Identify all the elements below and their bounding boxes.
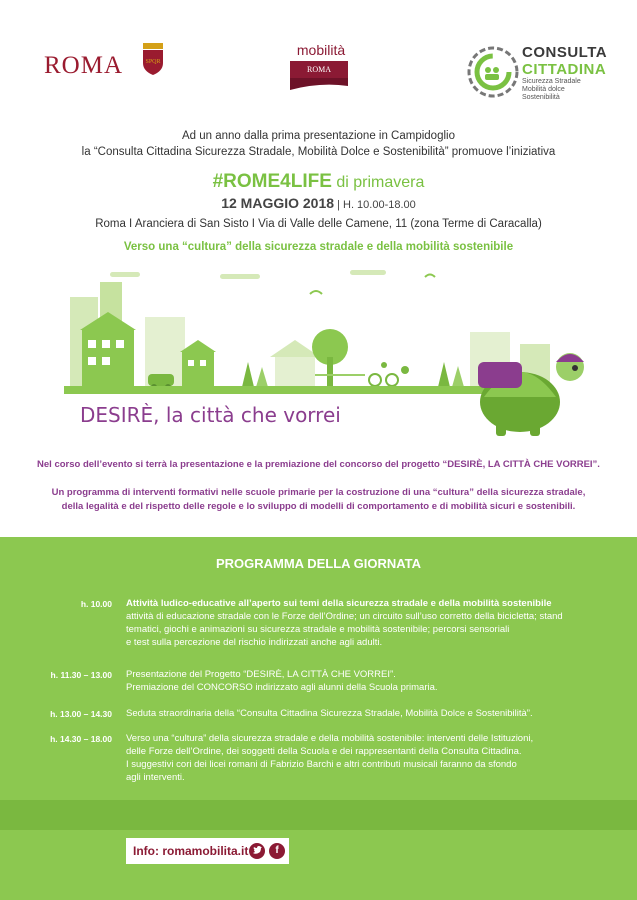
consulta-logo-text <box>522 44 607 102</box>
program-line: Verso una “cultura” della sicurezza stradale e della mobilità sostenibile: interventi delle Istituzioni, <box>126 733 534 744</box>
intro-line-2: la “Consulta Cittadina Sicurezza Stradale, Mobilità Dolce e Sostenibilità” promuove l’iniziativa <box>81 146 556 158</box>
program-item <box>126 732 606 784</box>
intro-line-1: Ad un anno dalla prima presentazione in Campidoglio <box>182 130 455 142</box>
consulta-title: CONSULTA <box>522 44 608 61</box>
program-line: attività di educazione stradale con le Forze dell’Ordine; un circuito sull’uso corretto della bicicletta; stand <box>126 611 563 622</box>
program-description-1: Un programma di interventi formativi nelle scuole primarie per la costruzione di una “cultura” della sicurezza stradale, <box>51 487 586 498</box>
event-title <box>0 171 637 193</box>
event-date-value: 12 MAGGIO 2018 <box>221 195 335 211</box>
facebook-icon[interactable]: f <box>269 843 285 859</box>
mobilita-ribbon-icon <box>290 78 350 90</box>
program-line: Seduta straordinaria della “Consulta Cittadina Sicurezza Stradale, Mobilità Dolce e Sostenibilità”. <box>126 708 533 719</box>
consulta-sub-1: Sicurezza Stradale <box>522 78 581 85</box>
program-footer-band <box>0 800 637 830</box>
consulta-subtitle: CITTADINA <box>522 61 607 78</box>
program-title: PROGRAMMA DELLA GIORNATA <box>215 556 422 571</box>
program-time: h. 14.30 – 18.00 <box>50 734 112 744</box>
mobilita-logo <box>290 42 352 90</box>
program-line: tematici, giochi e animazioni su sicurezza stradale e mobilità sostenibile; percorsi sensoriali <box>126 624 510 635</box>
info-link[interactable]: Info: romamobilita.it <box>133 844 249 858</box>
program-line: delle Forze dell’Ordine, dei soggetti della Scuola e dei rappresentanti della Consulta Cittadina. <box>126 746 522 757</box>
mobilita-word: mobilità <box>296 42 346 58</box>
program-item <box>126 707 606 720</box>
program-item <box>126 668 606 694</box>
mobilita-sub: ROMA <box>290 61 348 79</box>
event-place: Roma I Aranciera di San Sisto I Via di Valle delle Camene, 11 (zona Terme di Caracalla) <box>95 218 542 230</box>
program-item <box>126 597 606 649</box>
program-time: h. 13.00 – 14.30 <box>50 709 112 719</box>
event-tagline: Verso una “cultura” della sicurezza stradale e della mobilità sostenibile <box>123 241 514 253</box>
event-hours: | H. 10.00-18.00 <box>334 199 416 211</box>
program-line: Premiazione del CONCORSO indirizzato agli alunni della Scuola primaria. <box>126 682 438 693</box>
roma-logo: ROMA <box>44 52 124 79</box>
roma-crest-icon <box>140 43 166 75</box>
consulta-sub-3: Sostenibilità <box>522 94 560 101</box>
program-time: h. 10.00 <box>80 599 112 609</box>
program-description-2: della legalità e del rispetto delle regole e lo sviluppo di modelli di comportamento e di mobilità sicuri e sostenibili. <box>61 501 576 512</box>
program-line: I suggestivi cori dei licei romani di Fabrizio Barchi e altri contributi musicali faranno da sfondo <box>126 759 517 770</box>
program-line: Attività ludico-educative all’aperto sui temi della sicurezza stradale e della mobilità sostenibile <box>126 598 552 609</box>
city-illustration <box>0 262 637 442</box>
program-line: Presentazione del Progetto “DESIRÈ, LA CITTÀ CHE VORREI”. <box>126 669 396 680</box>
svg-text:SPQR: SPQR <box>145 59 161 65</box>
event-hashtag: #ROME4LIFE <box>212 171 332 192</box>
twitter-icon[interactable] <box>249 843 265 859</box>
event-title-suffix: di primavera <box>331 174 425 191</box>
consulta-logo-icon <box>466 40 520 100</box>
illustration-caption: DESIRÈ, la città che vorrei <box>80 403 341 427</box>
contest-line: Nel corso dell’evento si terrà la presentazione e la premiazione del concorso del progetto “DESIRÈ, LA CITTÀ CHE VORREI”. <box>37 459 600 470</box>
event-date <box>0 195 637 211</box>
consulta-sub-2: Mobilità dolce <box>522 86 565 93</box>
program-time: h. 11.30 – 13.00 <box>50 670 112 680</box>
program-line: agli interventi. <box>126 772 185 783</box>
program-line: e test sulla percezione del rischio indirizzati anche agli adulti. <box>126 637 383 648</box>
